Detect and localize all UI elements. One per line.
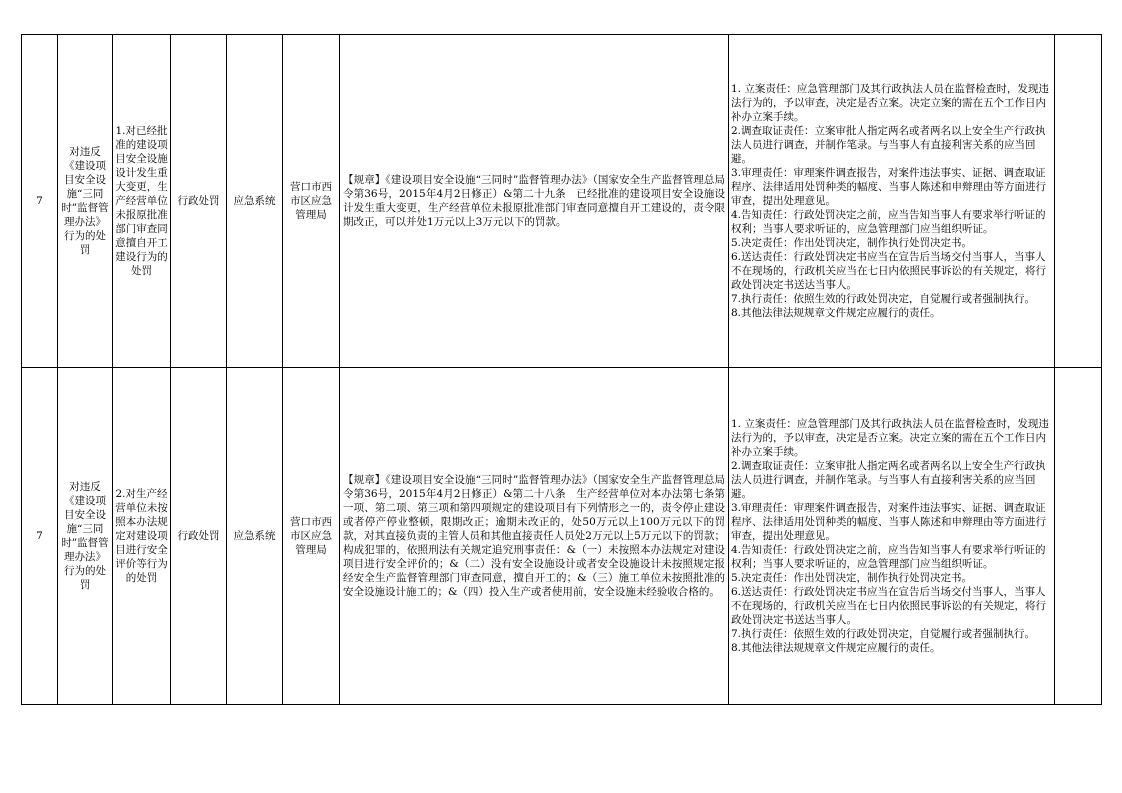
responsibility-item: 6.送达责任：行政处罚决定书应当在宣告后当场交付当事人，当事人不在现场的，行政机关应当在七日内依照民事诉讼的有关规定，将行政处罚决定书送达当事人。 xyxy=(731,251,1046,291)
table-row xyxy=(22,35,1102,368)
legal-basis: 【规章】《建设项目安全设施“三同时”监督管理办法》（国家安全生产监督管理总局令第36号，2015年4月2日修正）&第二十八条 生产经营单位对本办法第七条第一项、第二项、第三项和第四项规定的建设项目有下列情形之一的，责令停止建设或者停产停业整顿，限期改正；逾期未改正的，处50万元以上100万元以下的罚款，对其直接负责的主管人员和其他直接责任人员处2万元以上5万元以下的罚款；构成犯罪的，依照刑法有关规定追究刑事责任：&（一）未按照本办法规定对建设项目进行安全评价的；&（二）没有安全设施设计或者安全设施设计未按照规定报经安全生产监督管理部门审查同意，擅自开工的；&（三）施工单位未按照批准的安全设施设计施工的；&（四）投入生产或者使用前，安全设施未经验收合格的。 xyxy=(340,368,729,705)
remark-cell xyxy=(1055,368,1102,705)
responsibility-list xyxy=(729,368,1055,705)
item-name: 对违反《建设项目安全设施“三同时”监督管理办法》行为的处罚 xyxy=(58,368,113,705)
power-category: 行政处罚 xyxy=(171,368,227,705)
department-name: 营口市西市区应急管理局 xyxy=(283,368,340,705)
sub-item-name: 2.对生产经营单位未按照本办法规定对建设项目进行安全评价等行为的处罚 xyxy=(113,368,171,705)
responsibility-item: 1. 立案责任：应急管理部门及其行政执法人员在监督检查时，发现违法行为的，予以审查，决定是否立案。决定立案的需在五个工作日内补办立案手续。 xyxy=(731,83,1049,123)
system-name: 应急系统 xyxy=(227,368,283,705)
system-name: 应急系统 xyxy=(227,35,283,368)
row-number: 7 xyxy=(22,368,58,705)
responsibility-item: 1. 立案责任：应急管理部门及其行政执法人员在监督检查时，发现违法行为的，予以审查，决定是否立案。决定立案的需在五个工作日内补办立案手续。 xyxy=(731,418,1049,458)
responsibility-item: 8.其他法律法规规章文件规定应履行的责任。 xyxy=(731,642,941,654)
responsibility-item: 6.送达责任：行政处罚决定书应当在宣告后当场交付当事人，当事人不在现场的，行政机关应当在七日内依照民事诉讼的有关规定，将行政处罚决定书送达当事人。 xyxy=(731,586,1046,626)
legal-basis: 【规章】《建设项目安全设施“三同时”监督管理办法》（国家安全生产监督管理总局令第36号，2015年4月2日修正）&第二十九条 已经批准的建设项目安全设施设计发生重大变更，生产经营单位未报原批准部门审查同意擅自开工建设的，责令限期改正，可以并处1万元以上3万元以下的罚款。 xyxy=(340,35,729,368)
responsibility-list xyxy=(729,35,1055,368)
responsibility-item: 3.审理责任：审理案件调查报告，对案件违法事实、证据、调查取证程序、法律适用处罚种类的幅度、当事人陈述和申辩理由等方面进行审查，提出处理意见。 xyxy=(731,502,1046,542)
remark-cell xyxy=(1055,35,1102,368)
table-row xyxy=(22,368,1102,705)
responsibility-item: 8.其他法律法规规章文件规定应履行的责任。 xyxy=(731,307,941,319)
responsibility-item: 4.告知责任：行政处罚决定之前，应当告知当事人有要求举行听证的权利；当事人要求听证的，应急管理部门应当组织听证。 xyxy=(731,544,1046,570)
department-name: 营口市西市区应急管理局 xyxy=(283,35,340,368)
responsibility-item: 2.调查取证责任：立案审批人指定两名或者两名以上安全生产行政执法人员进行调查，并制作笔录。与当事人有直接利害关系的应当回避。 xyxy=(731,125,1046,165)
power-list-table xyxy=(21,34,1102,705)
responsibility-item: 5.决定责任：作出处罚决定，制作执行处罚决定书。 xyxy=(731,237,973,249)
row-number: 7 xyxy=(22,35,58,368)
responsibility-item: 2.调查取证责任：立案审批人指定两名或者两名以上安全生产行政执法人员进行调查，并制作笔录。与当事人有直接利害关系的应当回避。 xyxy=(731,460,1046,500)
responsibility-item: 7.执行责任：依照生效的行政处罚决定，自觉履行或者强制执行。 xyxy=(731,293,1036,305)
responsibility-item: 5.决定责任：作出处罚决定，制作执行处罚决定书。 xyxy=(731,572,973,584)
item-name: 对违反《建设项目安全设施“三同时”监督管理办法》行为的处罚 xyxy=(58,35,113,368)
responsibility-item: 3.审理责任：审理案件调查报告，对案件违法事实、证据、调查取证程序、法律适用处罚种类的幅度、当事人陈述和申辩理由等方面进行审查，提出处理意见。 xyxy=(731,167,1046,207)
responsibility-item: 7.执行责任：依照生效的行政处罚决定，自觉履行或者强制执行。 xyxy=(731,628,1036,640)
sub-item-name: 1.对已经批准的建设项目安全设施设计发生重大变更，生产经营单位未报原批准部门审查同意擅自开工建设行为的处罚 xyxy=(113,35,171,368)
power-category: 行政处罚 xyxy=(171,35,227,368)
responsibility-item: 4.告知责任：行政处罚决定之前，应当告知当事人有要求举行听证的权利；当事人要求听证的，应急管理部门应当组织听证。 xyxy=(731,209,1046,235)
